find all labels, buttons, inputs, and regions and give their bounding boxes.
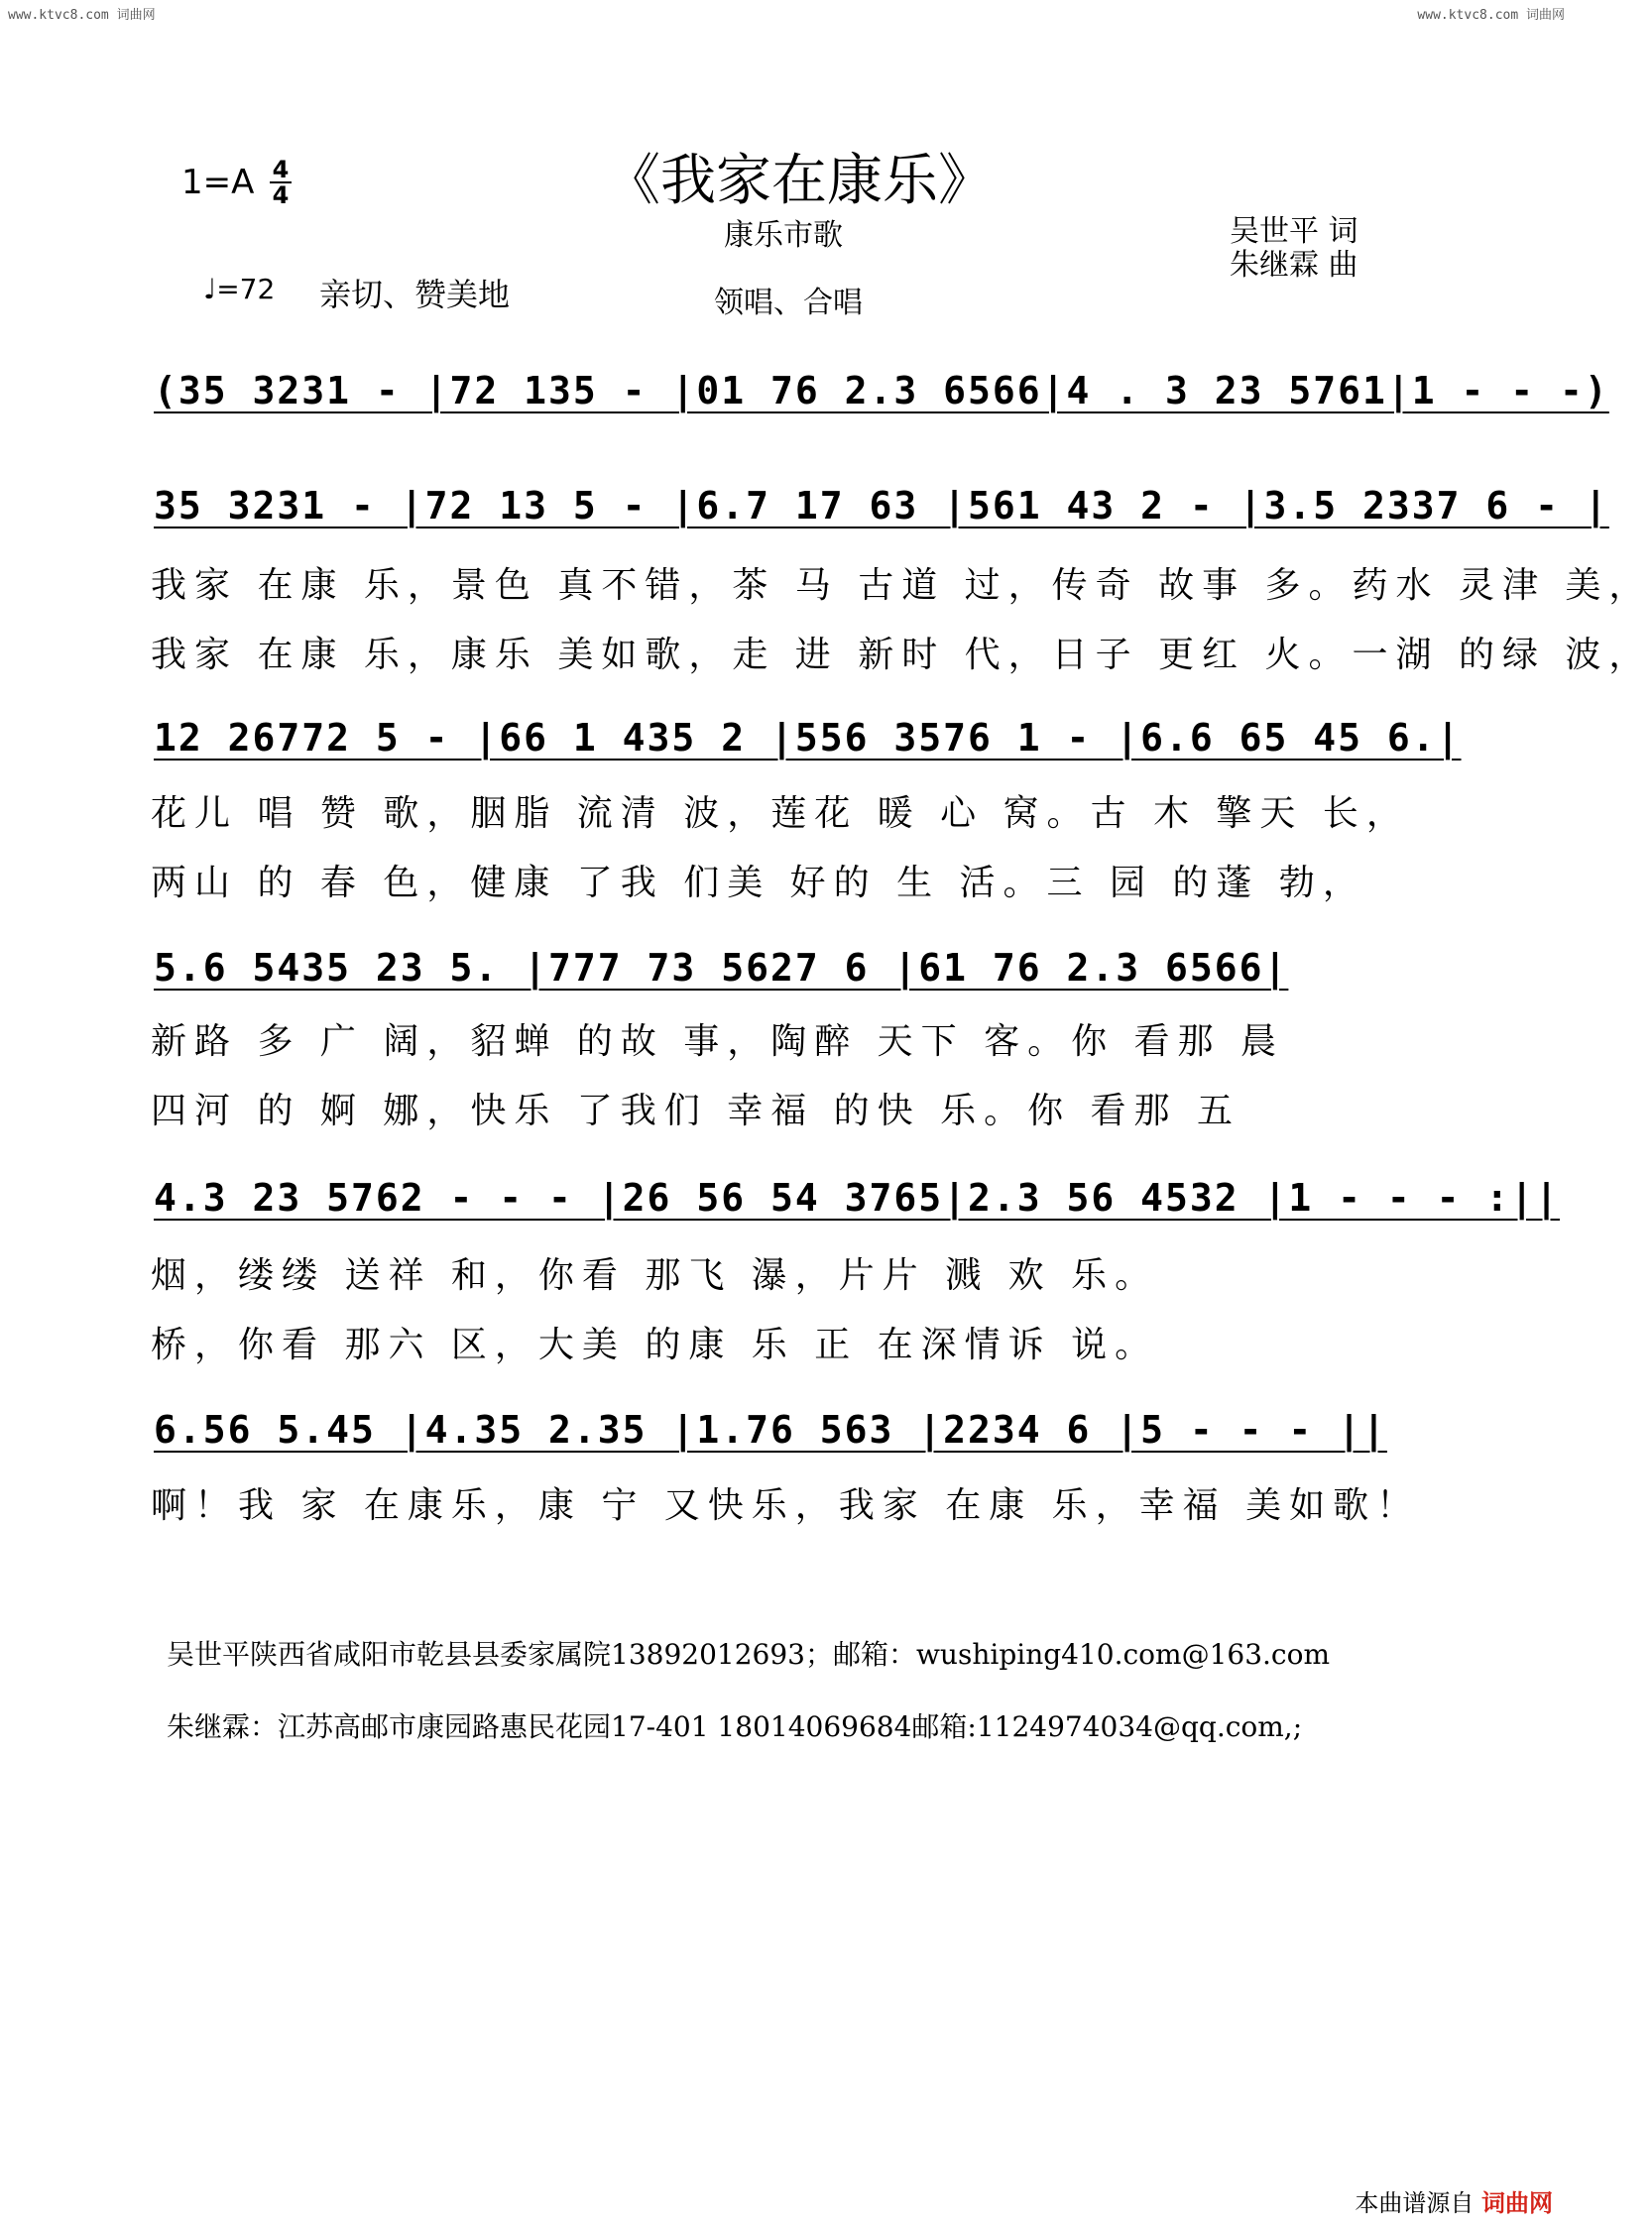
lyric-line-3-verse-2: 两山 的 春 色，健康 了我 们美 好的 生 活。三 园 的蓬 勃，	[151, 863, 1366, 903]
lyric-line-6-verse-1: 啊！我 家 在康乐，康 宁 又快乐，我家 在康 乐，幸福 美如歌！	[151, 1485, 1421, 1526]
song-title: 《我家在康乐》	[605, 149, 994, 213]
notation-system-1: (35 3231 - |72 135 - |01 76 2.3 6566|4 . 3 23 5761|1 - - -)	[154, 369, 1609, 412]
watermark-left: www.ktvc8.com 词曲网	[8, 8, 156, 23]
notation-system-5: 4.3 23 5762 - - - |26 56 54 3765|2.3 56 4532 |1 - - - :||	[154, 1176, 1561, 1220]
lyric-line-4-verse-2: 四河 的 婀 娜，快乐 了我们 幸福 的快 乐。你 看那 五	[151, 1091, 1240, 1131]
lyric-line-2-verse-2: 我家 在康 乐，康乐 美如歌，走 进 新时 代，日子 更红 火。一湖 的绿 波，	[151, 635, 1652, 675]
notation-system-2: 35 3231 - |72 13 5 - |6.7 17 63 |561 43 2 - |3.5 2337 6 - |	[154, 484, 1609, 527]
notation-system-6: 6.56 5.45 |4.35 2.35 |1.76 563 |2234 6 |5 - - - ||	[154, 1408, 1387, 1452]
lyricist-credit: 吴世平 词	[1230, 214, 1358, 249]
tempo-marking: ♩=72	[203, 273, 276, 305]
watermark-right: www.ktvc8.com 词曲网	[1417, 8, 1565, 23]
vocal-arrangement: 领唱、合唱	[714, 286, 863, 320]
lyric-line-5-verse-1: 烟，缕缕 送祥 和，你看 那飞 瀑，片片 溅 欢 乐。	[151, 1255, 1159, 1296]
time-signature	[270, 156, 292, 209]
subtitle: 康乐市歌	[724, 218, 843, 253]
contact-lyricist: 吴世平陕西省咸阳市乾县县委家属院13892012693；邮箱：wushiping410.com@163.com	[167, 1638, 1331, 1671]
notation-system-3: 12 26772 5 - |66 1 435 2 |556 3576 1 - |6.6 65 45 6.|	[154, 716, 1462, 760]
footer-brand: 词曲网	[1481, 2189, 1553, 2217]
lyric-line-3-verse-1: 花儿 唱 赞 歌，胭脂 流清 波，莲花 暖 心 窝。古 木 擎天 长，	[151, 793, 1410, 834]
composer-credit: 朱继霖 曲	[1230, 248, 1358, 283]
lyric-line-5-verse-2: 桥，你看 那六 区，大美 的康 乐 正 在深情诉 说。	[151, 1325, 1159, 1365]
footer-credit	[1355, 2183, 1553, 2218]
lyric-line-4-verse-1: 新路 多 广 阔，貂蝉 的故 事，陶醉 天下 客。你 看那 晨	[151, 1021, 1284, 1062]
footer-source: 本曲谱源自	[1355, 2189, 1475, 2217]
notation-system-4: 5.6 5435 23 5. |777 73 5627 6 |61 76 2.3 6566|	[154, 946, 1289, 990]
key-signature: 1=A	[181, 163, 255, 202]
lyric-line-2-verse-1: 我家 在康 乐，景色 真不错，茶 马 古道 过，传奇 故事 多。药水 灵津 美，	[151, 565, 1652, 606]
contact-composer: 朱继霖：江苏高邮市康园路惠民花园17-401 18014069684邮箱:1124974034@qq.com,;	[167, 1710, 1303, 1743]
time-signature-bottom: 4	[272, 181, 290, 209]
time-signature-top: 4	[272, 156, 290, 183]
expression-marking: 亲切、赞美地	[319, 276, 511, 313]
